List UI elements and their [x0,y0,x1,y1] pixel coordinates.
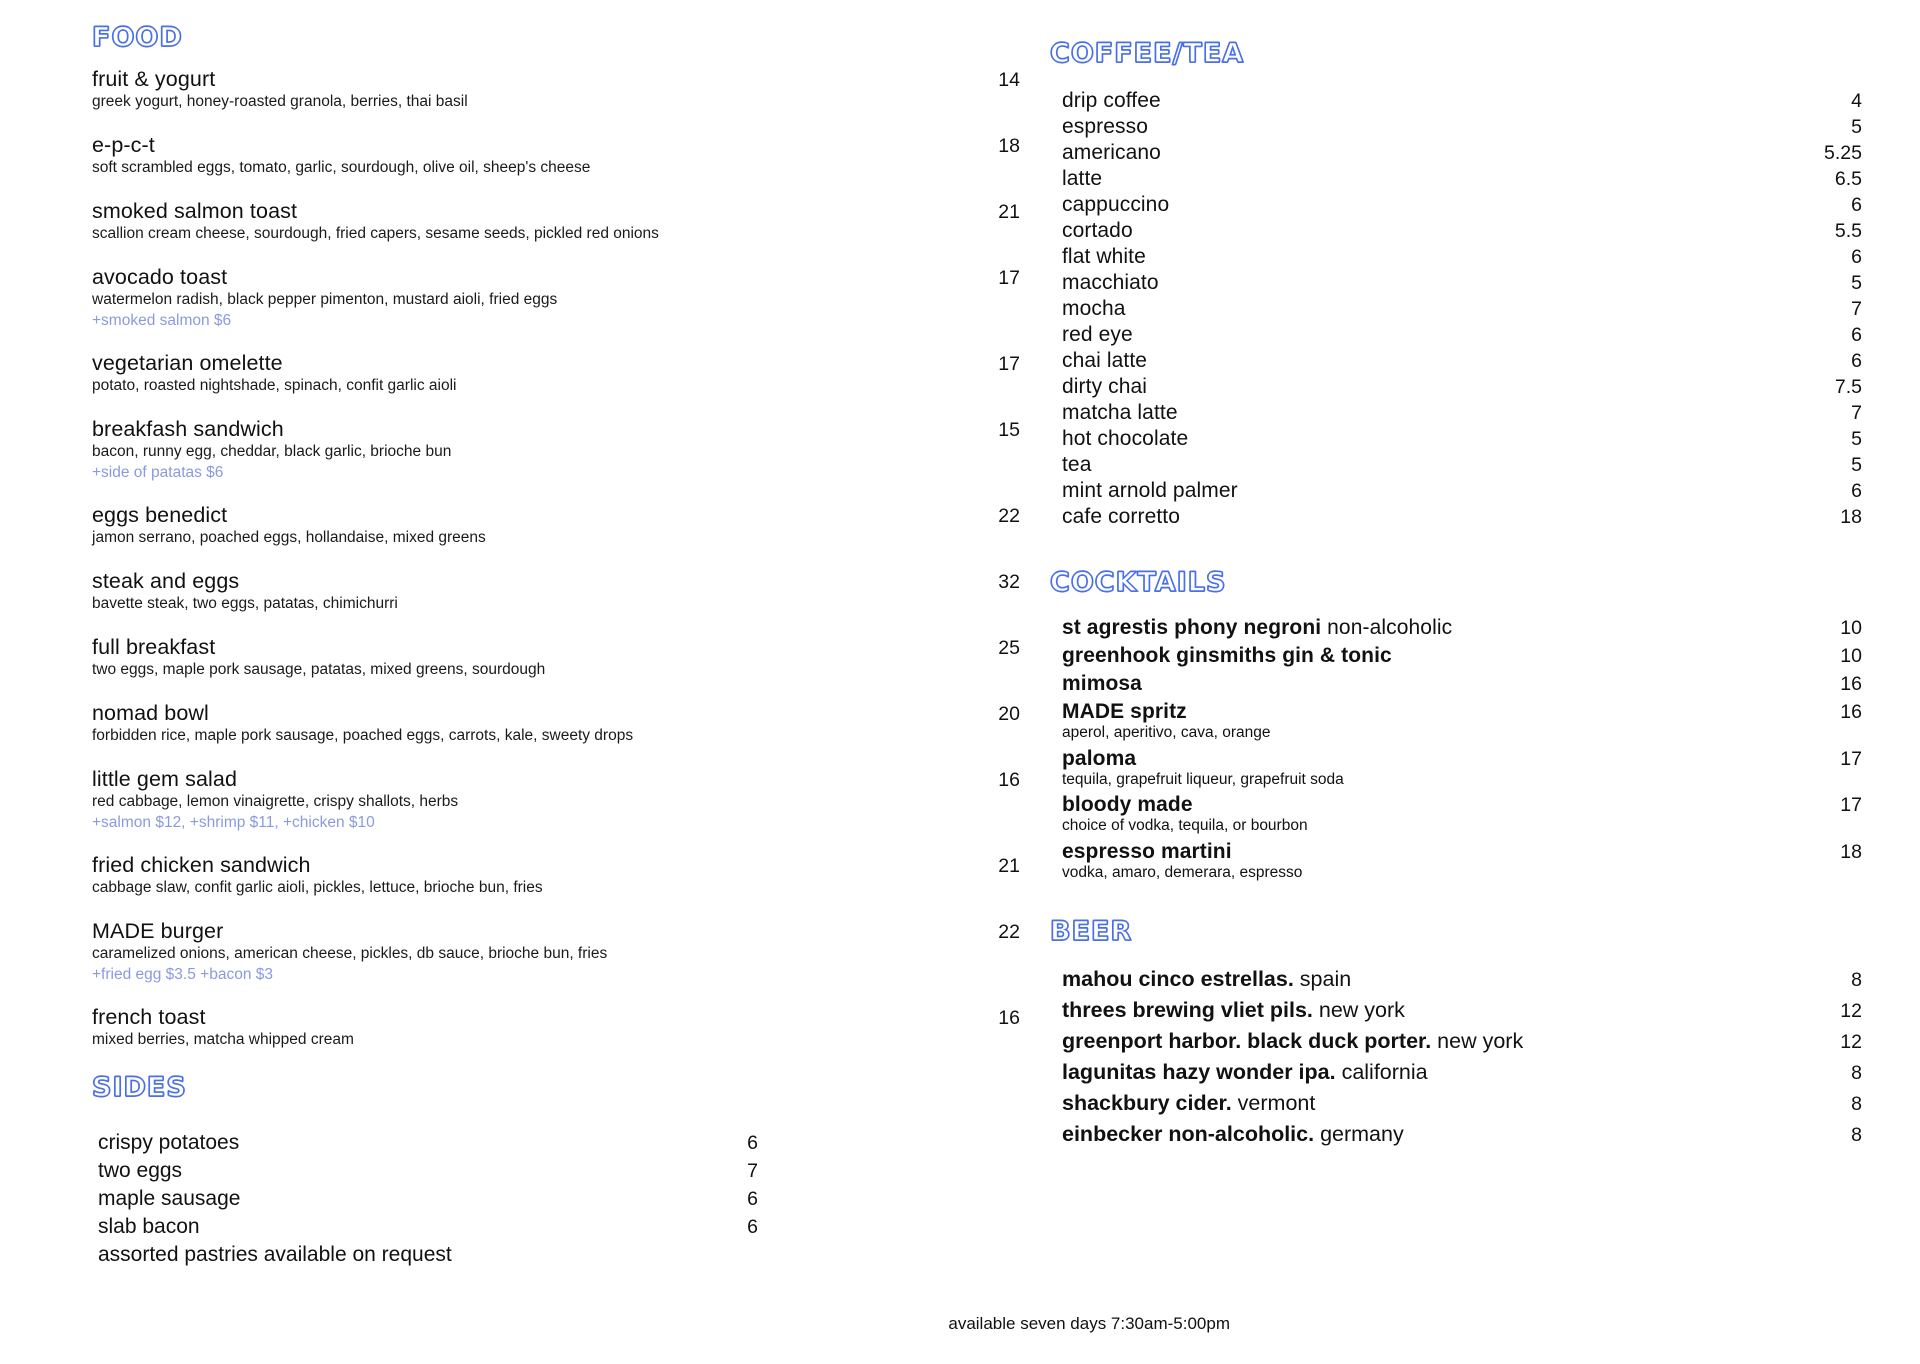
sides-note: assorted pastries available on request [98,1243,452,1267]
menu-item [92,199,1020,244]
menu-item-row [92,1005,1020,1030]
menu-item-description: caramelized onions, american cheese, pickles, db sauce, brioche bun, fries [92,945,608,962]
beer-region: new york [1312,998,1405,1023]
menu-item-description: greek yogurt, honey-roasted granola, berries, thai basil [92,93,468,110]
beer-name-text: threes brewing vliet pils. [1062,998,1313,1023]
cocktail-price: 10 [1840,645,1862,667]
drink-row [1062,323,1862,347]
cocktail-item [1062,700,1862,743]
menu-item-row [92,199,1020,224]
menu-item-row [92,569,1020,594]
menu-item-price: 32 [998,571,1020,594]
menu-item-price: 16 [998,1007,1020,1030]
coffee-tea-list [1050,89,1920,529]
cocktail-row [1062,700,1862,724]
beer-list [1050,967,1920,1147]
drink-price: 7 [1851,298,1862,320]
cocktail-description: choice of vodka, tequila, or bourbon [1062,817,1308,835]
beer-name-text: lagunitas hazy wonder ipa. [1062,1060,1336,1085]
drink-row [1062,427,1862,451]
drink-name: matcha latte [1062,401,1178,424]
side-price: 6 [747,1132,758,1155]
drink-price: 7 [1851,402,1862,424]
drink-name: latte [1062,167,1103,190]
menu-item-row [92,919,1020,944]
menu-item-price: 17 [998,266,1020,289]
drink-price: 6.5 [1834,168,1862,190]
cocktail-name-text: paloma [1062,746,1137,770]
drink-row [1062,193,1862,217]
menu-item-price: 14 [998,69,1020,91]
menu-item-name: fried chicken sandwich [92,853,311,878]
cocktail-description: vodka, amaro, demerara, espresso [1062,863,1303,881]
drink-price: 5 [1851,272,1862,294]
menu-item-addon: +salmon $12, +shrimp $11, +chicken $10 [92,813,375,831]
beer-region: california [1335,1060,1428,1085]
menu-item-description: two eggs, maple pork sausage, patatas, mixed greens, sourdough [92,661,546,678]
drink-price: 5 [1851,454,1862,476]
side-price: 7 [747,1160,758,1183]
cocktail-price: 16 [1840,701,1862,723]
beer-name-text: mahou cinco estrellas. [1062,967,1294,992]
beer-row [1062,1060,1862,1085]
drink-price: 6 [1851,246,1862,268]
menu-item-description: soft scrambled eggs, tomato, garlic, sourdough, olive oil, sheep's cheese [92,158,591,176]
beer-price: 12 [1840,1031,1862,1054]
menu-item [92,635,1020,680]
menu-item-name: steak and eggs [92,569,240,594]
cocktail-description: aperol, aperitivo, cava, orange [1062,724,1271,741]
menu-item-description: bavette steak, two eggs, patatas, chimichurri [92,595,398,613]
menu-item [92,133,1020,178]
menu-item [92,569,1020,614]
drink-name: cortado [1062,219,1133,242]
drink-row [1062,401,1862,425]
drink-row [1062,89,1862,113]
cocktail-name [1062,747,1136,771]
menu-item [92,767,1020,832]
cocktail-item [1062,793,1862,836]
menu-item [92,67,1020,112]
right-column [1020,0,1920,1364]
menu-item-row [92,853,1020,878]
cocktail-price: 17 [1840,794,1862,817]
drink-row [1062,167,1862,191]
beer-price: 8 [1851,969,1862,992]
beer-region: new york [1431,1029,1524,1054]
menu-item-price: 22 [998,921,1020,943]
drink-price: 6 [1851,480,1862,502]
menu-item-price: 15 [998,418,1020,441]
beer-region: spain [1293,967,1352,992]
cocktail-price: 10 [1840,617,1862,639]
menu-item-description: red cabbage, lemon vinaigrette, crispy shallots, herbs [92,792,459,810]
drink-name: red eye [1062,323,1133,346]
cocktail-row [1062,793,1862,817]
drink-price: 4 [1851,90,1862,112]
beer-row [1062,1091,1862,1116]
drink-price: 6 [1851,350,1862,372]
menu-item-price: 21 [998,200,1020,223]
cocktail-item [1062,672,1862,696]
availability-note: available seven days 7:30am-5:00pm [948,1314,1230,1333]
drink-row [1062,271,1862,295]
drink-price: 6 [1851,324,1862,346]
side-name: two eggs [98,1159,183,1183]
section-heading-beer: BEER [1050,916,1133,948]
beer-price: 8 [1851,1124,1862,1147]
drink-name: dirty chai [1062,375,1148,398]
beer-price: 12 [1840,1000,1862,1023]
menu-item-row [92,351,1020,376]
menu-item-price: 17 [998,353,1020,375]
section-heading-cocktails: COCKTAILS [1050,567,1227,598]
menu-item-addon: +fried egg $3.5 +bacon $3 [92,965,273,983]
menu-item-row [92,417,1020,442]
cocktail-item [1062,616,1862,640]
drink-price: 5 [1851,428,1862,450]
cocktail-name [1062,700,1187,724]
side-name: maple sausage [98,1187,241,1211]
beer-name-text: shackbury cider. [1062,1091,1232,1116]
menu-item [92,351,1020,396]
menu-item [92,919,1020,984]
drink-name: tea [1062,453,1092,476]
sides-list [92,1131,1020,1267]
drink-row [1062,219,1862,243]
drink-row [1062,479,1862,503]
beer-name [1062,1029,1523,1054]
cocktail-name [1062,840,1232,864]
menu-item-description: bacon, runny egg, cheddar, black garlic, brioche bun [92,442,452,460]
cocktail-name [1062,616,1452,640]
menu-item [92,417,1020,482]
beer-name [1062,1122,1404,1147]
menu-item-name: avocado toast [92,264,228,289]
drink-row [1062,141,1862,165]
cocktail-name-text: MADE spritz [1062,700,1187,723]
cocktail-item [1062,644,1862,668]
beer-name [1062,1060,1428,1085]
cocktail-price: 17 [1840,747,1862,770]
beer-region: vermont [1231,1091,1316,1116]
menu-item-row [92,767,1020,792]
drink-row [1062,453,1862,477]
drink-name: macchiato [1062,271,1159,294]
cocktail-row [1062,672,1862,696]
menu-item-name: breakfash sandwich [92,416,284,441]
menu-item-row [92,635,1020,660]
drink-row [1062,375,1862,399]
cocktail-price: 16 [1840,673,1862,695]
drink-name: drip coffee [1062,89,1161,112]
menu-item-name: full breakfast [92,635,216,659]
side-row [98,1131,758,1155]
menu-item [92,265,1020,330]
drink-price: 5.25 [1824,142,1862,164]
drink-name: flat white [1062,245,1146,268]
menu-item-description: jamon serrano, poached eggs, hollandaise, mixed greens [92,529,486,547]
cocktail-name-text: st agrestis phony negroni [1062,616,1322,639]
beer-name-text: greenport harbor. black duck porter. [1062,1029,1432,1054]
food-item-list [92,67,1020,1050]
beer-price: 8 [1851,1093,1862,1116]
menu-item-row [92,701,1020,726]
menu-item-name: eggs benedict [92,503,228,528]
cocktail-qualifier: non-alcoholic [1321,616,1453,639]
drink-price: 18 [1840,506,1862,528]
drink-name: hot chocolate [1062,427,1189,450]
drink-price: 6 [1851,194,1862,216]
drink-row [1062,505,1862,529]
menu-item-name: smoked salmon toast [92,198,298,223]
side-row [98,1187,758,1211]
menu-item-name: french toast [92,1005,206,1030]
drink-name: espresso [1062,115,1149,138]
side-name: crispy potatoes [98,1131,240,1155]
menu-item-description: cabbage slaw, confit garlic aioli, pickles, lettuce, brioche bun, fries [92,879,543,897]
menu-item-name: vegetarian omelette [92,351,283,375]
drink-row [1062,349,1862,373]
cocktail-description: tequila, grapefruit liqueur, grapefruit soda [1062,770,1344,788]
cocktail-row [1062,644,1862,668]
beer-name [1062,967,1351,992]
cocktail-name [1062,644,1392,668]
side-price: 6 [747,1188,758,1211]
menu-item-description: watermelon radish, black pepper pimenton, mustard aioli, fried eggs [92,290,558,308]
menu-item-addon: +side of patatas $6 [92,463,224,481]
drink-name: americano [1062,141,1161,164]
drink-name: mint arnold palmer [1062,479,1238,502]
beer-row [1062,967,1862,992]
side-row [98,1159,758,1183]
cocktail-name-text: greenhook ginsmiths gin & tonic [1062,644,1392,667]
menu-item-description: potato, roasted nightshade, spinach, confit garlic aioli [92,377,457,394]
beer-row [1062,1122,1862,1147]
menu-item [92,1005,1020,1050]
side-row [98,1215,758,1239]
menu-item-name: little gem salad [92,766,238,791]
menu-item-price: 25 [998,637,1020,659]
cocktail-row [1062,840,1862,864]
menu-item-row [92,133,1020,158]
beer-name [1062,998,1405,1023]
menu-item-name: e-p-c-t [92,132,155,157]
drink-name: chai latte [1062,349,1148,372]
side-price: 6 [747,1216,758,1239]
cocktail-row [1062,747,1862,771]
menu-item-description: scallion cream cheese, sourdough, fried capers, sesame seeds, pickled red onions [92,224,659,242]
drink-name: cafe corretto [1062,505,1181,528]
side-name: slab bacon [98,1215,200,1239]
beer-row [1062,998,1862,1023]
cocktail-list [1050,616,1920,882]
menu-item [92,701,1020,746]
menu-item-row [92,265,1020,290]
cocktail-name-text: bloody made [1062,793,1193,817]
drink-name: cappuccino [1062,193,1170,216]
menu-item-description: mixed berries, matcha whipped cream [92,1031,354,1049]
drink-name: mocha [1062,297,1126,320]
cocktail-name [1062,672,1142,696]
section-heading-coffee-tea: COFFEE/TEA [1050,38,1245,69]
section-heading-food: FOOD [92,22,183,53]
drink-row [1062,115,1862,139]
beer-name-text: einbecker non-alcoholic. [1062,1122,1315,1147]
cocktail-item [1062,840,1862,883]
menu-item-description: forbidden rice, maple pork sausage, poached eggs, carrots, kale, sweety drops [92,726,634,744]
menu-item-price: 22 [998,505,1020,528]
cocktail-name-text: espresso martini [1062,839,1232,863]
menu-item-name: MADE burger [92,919,224,943]
menu-item-price: 18 [998,134,1020,157]
cocktail-name-text: mimosa [1062,672,1142,695]
cocktail-price: 18 [1840,840,1862,863]
beer-name [1062,1091,1315,1116]
cocktail-row [1062,616,1862,640]
menu-item-name: nomad bowl [92,700,209,725]
drink-price: 7.5 [1834,376,1862,398]
menu-item-price: 20 [998,702,1020,725]
menu-item-row [92,503,1020,528]
menu-item [92,853,1020,898]
cocktail-item [1062,747,1862,790]
beer-region: germany [1314,1122,1404,1147]
menu-item-price: 21 [998,855,1020,878]
section-heading-sides: SIDES [92,1072,187,1104]
menu-item [92,503,1020,548]
menu-item-price: 16 [998,768,1020,791]
cocktail-name [1062,793,1193,817]
beer-row [1062,1029,1862,1054]
drink-row [1062,245,1862,269]
menu-item-row [92,67,1020,92]
menu-item-addon: +smoked salmon $6 [92,311,232,329]
drink-row [1062,297,1862,321]
drink-price: 5 [1851,116,1862,138]
beer-price: 8 [1851,1062,1862,1085]
menu-item-name: fruit & yogurt [92,67,216,91]
drink-price: 5.5 [1834,220,1862,242]
